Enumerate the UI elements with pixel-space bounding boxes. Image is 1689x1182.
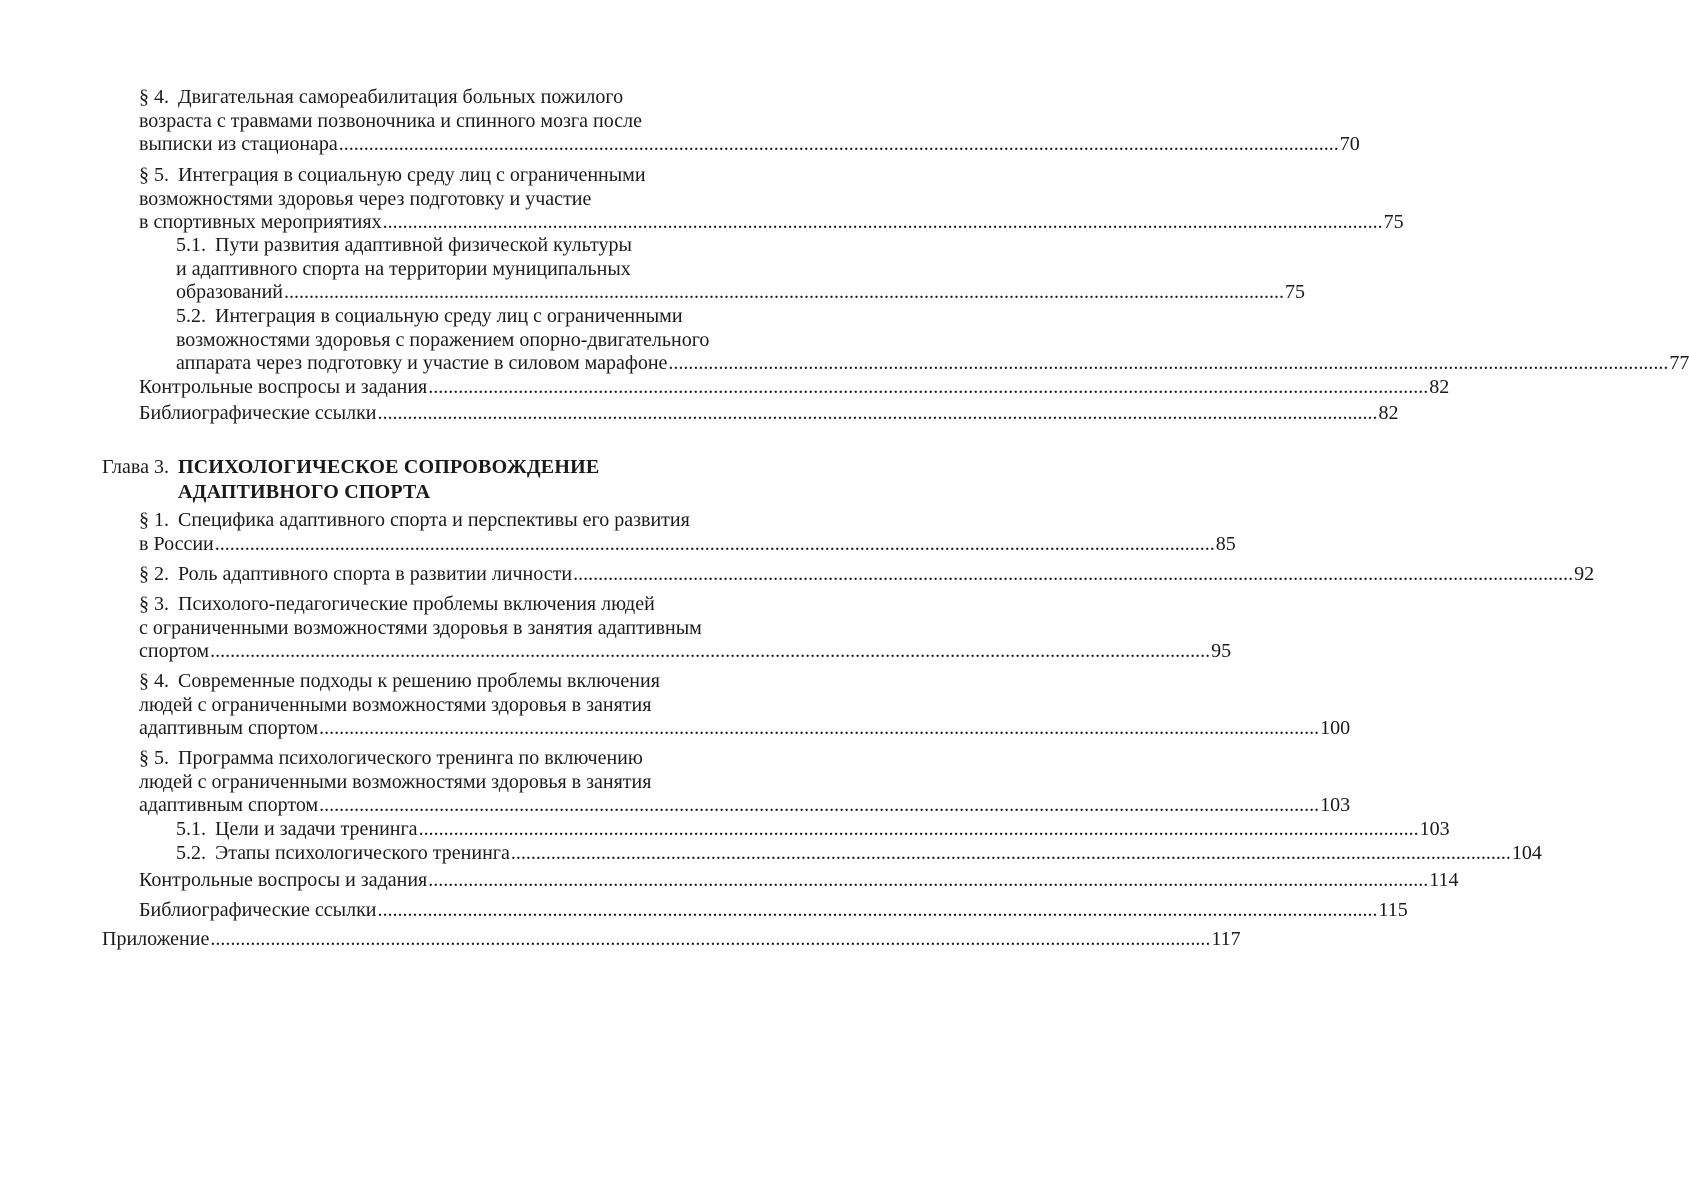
toc-entry-line [139,617,753,641]
section-number: § 5. [139,747,169,769]
toc-entry-line [139,593,753,617]
dot-leader: ........................................................................................................................................................................................................ [210,928,1211,950]
toc-entry [139,747,1351,818]
toc-entry-title: Контрольные воспросы и задания [139,869,428,891]
toc-entry-line [139,86,753,110]
chapter-title-line: ПСИХОЛОГИЧЕСКОЕ СОПРОВОЖДЕНИЕ [178,456,600,478]
section-number: § 3. [139,593,169,615]
page-number: 95 [1211,640,1232,662]
page-number: 117 [1211,928,1241,950]
toc-entry-last-line [176,281,1306,305]
section-number: 5.2. [176,842,206,864]
toc-entry-text [139,869,427,893]
toc-entry-line [176,305,753,329]
toc-entry [139,899,1408,923]
toc-entry [139,164,1404,235]
toc-entry-last-line [176,842,1542,866]
toc-entry-text [139,133,338,157]
page-number: 103 [1320,794,1351,816]
toc-entry-text: возможностями здоровья через подготовку и участие [139,187,592,210]
toc-entry [176,818,1450,842]
page-number: 100 [1320,717,1351,739]
toc-entry-text: возраста с травмами позвоночника и спинного мозга после [139,109,642,132]
toc-entry [176,234,1306,305]
toc-entry-text: людей с ограниченными возможностями здоровья в занятия [139,770,652,793]
toc-entry-title: Этапы психологического тренинга [215,842,510,864]
section-number: § 4. [139,670,169,692]
toc-entry-text: Пути развития адаптивной физической культуры [215,234,632,256]
toc-entry-text: Интеграция в социальную среду лиц с ограниченными [178,164,646,186]
dot-leader: ........................................................................................................................................................................................................ [428,869,1429,891]
page-number: 114 [1429,869,1459,891]
page-number: 75 [1383,211,1404,233]
toc-entry-title: Контрольные воспросы и задания [139,376,428,398]
toc-entry-text [139,376,427,400]
dot-leader: ........................................................................................................................................................................................................ [510,842,1511,864]
toc-entry-title: в спортивных мероприятиях [139,211,382,233]
toc-entry-text [139,211,382,235]
page-number: 82 [1378,402,1399,424]
toc-entry-line [139,509,753,533]
dot-leader: ........................................................................................................................................................................................................ [428,376,1429,398]
toc-entry [176,305,1689,376]
toc-entry-last-line [139,402,1399,426]
toc-entry-title: Библиографические ссылки [139,402,377,424]
toc-entry-text: людей с ограниченными возможностями здоровья в занятия [139,693,652,716]
toc-entry-title: в России [139,532,214,555]
chapter-title-line: АДАПТИВНОГО СПОРТА [178,481,431,503]
toc-entry-last-line [139,717,1351,741]
toc-entry-line [176,258,753,282]
section-number: 5.2. [176,305,206,327]
toc-entry-line [139,771,753,795]
dot-leader: ........................................................................................................................................................................................................ [382,211,1383,233]
section-number: § 2. [139,563,169,585]
toc-entry-line [176,234,753,258]
dot-leader: ........................................................................................................................................................................................................ [319,794,1320,816]
toc-entry-text: Интеграция в социальную среду лиц с ограниченными [215,305,683,327]
toc-entry [139,670,1351,741]
page-number: 115 [1378,899,1408,921]
page-number: 92 [1574,563,1595,585]
toc-entry-text: Программа психологического тренинга по включению [178,747,643,769]
toc-entry-title: Цели и задачи тренинга [215,818,418,840]
toc-entry-title: спортом [139,640,210,662]
toc-entry [139,563,1595,587]
toc-entry-last-line [139,376,1450,400]
page-number: 70 [1339,133,1360,155]
page-number: 103 [1419,818,1450,840]
toc-entry-title: Роль адаптивного спорта в развитии личности [178,563,573,585]
toc-entry-text [139,402,377,426]
toc-entry-text [176,818,418,842]
section-number: § 5. [139,164,169,186]
toc-entry-text: Современные подходы к решению проблемы включения [178,670,660,692]
toc-entry [139,593,1232,664]
toc-entry-text [176,352,667,376]
toc-entry-last-line [176,352,1689,376]
toc-entry-line [139,670,753,694]
toc-entry-line [139,747,753,771]
toc-entry-last-line [139,794,1351,818]
chapter-label: Глава 3. [102,456,169,478]
toc-entry-text: с ограниченными возможностями здоровья в занятия адаптивным [139,616,702,639]
toc-entry-title: адаптивным спортом [139,794,319,816]
toc-entry-line [139,188,753,212]
toc-entry [139,869,1459,893]
section-number: 5.1. [176,818,206,840]
toc-entry-text [139,533,214,557]
toc-entry [102,928,1241,952]
toc-entry-text [139,794,318,818]
dot-leader: ........................................................................................................................................................................................................ [338,133,1339,155]
dot-leader: ........................................................................................................................................................................................................ [284,281,1285,303]
toc-entry-title: выписки из стационара [139,133,338,155]
dot-leader: ........................................................................................................................................................................................................ [377,899,1378,921]
toc-entry-line [176,329,753,353]
toc-entry-last-line [139,532,1236,557]
toc-entry-text [102,928,209,952]
toc-entry [139,376,1450,400]
toc-entry-title: аппарата через подготовку и участие в силовом марафоне [176,352,668,374]
toc-entry-last-line [139,899,1408,923]
dot-leader: ........................................................................................................................................................................................................ [214,532,1215,555]
toc-entry-text: Специфика адаптивного спорта и перспективы его развития [178,509,690,531]
section-number: 5.1. [176,234,206,256]
dot-leader: ........................................................................................................................................................................................................ [210,640,1211,662]
section-number: § 1. [139,509,169,531]
toc-entry [139,402,1399,426]
toc-entry-text: возможностями здоровья с поражением опорно-двигательного [176,328,710,351]
toc-entry-line [139,110,753,134]
toc-entry-title: адаптивным спортом [139,717,319,739]
toc-entry-text [139,899,377,923]
toc-entry-text: Двигательная самореабилитация больных пожилого [178,86,624,108]
section-number: § 4. [139,86,169,108]
toc-entry-title: Приложение [102,928,210,950]
toc-entry-text [176,842,510,866]
toc-entry-last-line [139,869,1459,893]
dot-leader: ........................................................................................................................................................................................................ [573,563,1574,585]
toc-entry-last-line [102,928,1241,952]
toc-entry [139,509,1236,556]
page-number: 82 [1429,376,1450,398]
toc-entry-last-line [139,563,1595,587]
toc-entry-last-line [139,640,1232,664]
toc-entry-text [139,640,209,664]
page-number: 77 [1669,352,1689,374]
toc-entry-text [176,281,283,305]
dot-leader: ........................................................................................................................................................................................................ [418,818,1419,840]
toc-entry-text: и адаптивного спорта на территории муниципальных [176,257,631,280]
toc-entry-text: Психолого-педагогические проблемы включения людей [178,593,655,615]
toc-entry-title: Библиографические ссылки [139,899,377,921]
toc-entry-last-line [139,133,1360,157]
page-number: 75 [1285,281,1306,303]
page-number: 104 [1511,842,1542,864]
toc-entry-title: образований [176,281,284,303]
toc-entry [139,86,1360,157]
toc-entry-line [139,164,753,188]
toc-entry-text [139,717,318,741]
toc-entry-text [139,563,572,587]
toc-entry-last-line [139,211,1404,235]
dot-leader: ........................................................................................................................................................................................................ [319,717,1320,739]
page-number: 85 [1215,532,1236,555]
chapter-title [178,455,599,505]
toc-entry-last-line [176,818,1450,842]
toc-entry-line [139,694,753,718]
toc-entry [176,842,1542,866]
dot-leader: ........................................................................................................................................................................................................ [377,402,1378,424]
dot-leader: ........................................................................................................................................................................................................ [668,352,1669,374]
